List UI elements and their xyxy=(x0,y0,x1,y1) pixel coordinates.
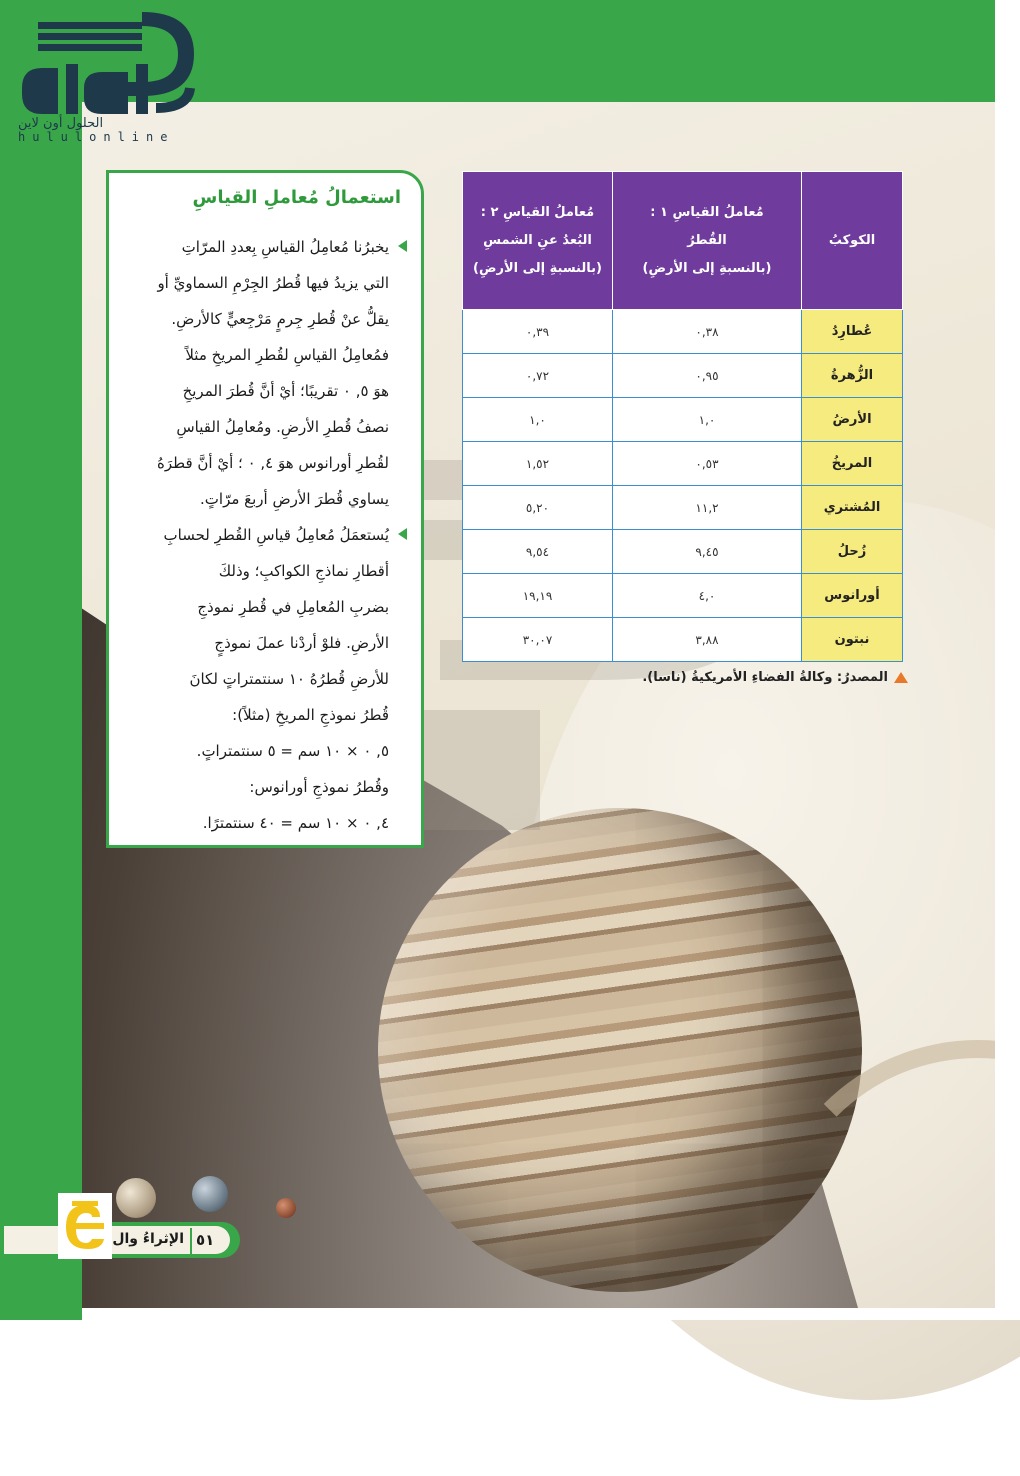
bullet-icon xyxy=(398,528,407,540)
text-line: للأرضِ قُطرُهُ ١٠ سنتمتراتٍ لكانَ xyxy=(189,670,389,688)
header-scale-distance xyxy=(463,172,613,310)
small-planet-2 xyxy=(192,1176,228,1212)
cell-diameter: ٠,٥٣ xyxy=(613,442,802,486)
page-number: ٥١ xyxy=(196,1231,215,1249)
logo-arabic-text: الحلول أون لاين xyxy=(18,116,104,131)
cell-distance: ٠,٧٢ xyxy=(463,354,613,398)
cell-planet: عُطارِدُ xyxy=(802,310,903,354)
text-line: ٥, ٠ × ١٠ سم = ٥ سنتمتراتٍ. xyxy=(196,742,389,760)
cell-planet: المريخُ xyxy=(802,442,903,486)
source-text: المصدرُ: وكالةُ الفضاءِ الأمريكيةُ (ناسا). xyxy=(642,670,888,685)
text-line: يخبرُنا مُعامِلُ القياسِ بِعددِ المرّاتِ xyxy=(181,238,389,256)
text-line: هوَ ٥, ٠ تقريبًا؛ أيْ أنَّ قُطرَ المريخِ xyxy=(182,382,389,400)
header-scale-diameter xyxy=(613,172,802,310)
table-row xyxy=(463,486,903,530)
table-row xyxy=(463,398,903,442)
small-planet-1 xyxy=(116,1178,156,1218)
table-row xyxy=(463,442,903,486)
header-line: (بالنسبةِ إلى الأرضِ) xyxy=(642,260,772,276)
text-line: فمُعامِلُ القياسِ لقُطرِ المريخِ مثلاً xyxy=(185,346,389,364)
triangle-icon xyxy=(894,672,908,683)
text-line: أقطارِ نماذجِ الكواكبِ؛ وذلكَ xyxy=(218,562,389,580)
text-line: قُطرُ نموذجِ المريخِ (مثلاً): xyxy=(232,706,389,724)
header-line: (بالنسبةِ إلى الأرضِ) xyxy=(473,260,602,276)
cell-distance: ١٩,١٩ xyxy=(463,574,613,618)
text-line: بضربِ المُعامِلِ في قُطرِ نموذجِ xyxy=(197,598,389,616)
right-margin xyxy=(995,0,1020,1320)
info-sidebox xyxy=(106,170,424,848)
cell-distance: ٠,٣٩ xyxy=(463,310,613,354)
cell-diameter: ٤,٠ xyxy=(613,574,802,618)
text-line: يساوي قُطرَ الأرضِ أربعَ مرّاتٍ. xyxy=(200,490,389,508)
footer-logo xyxy=(58,1193,112,1259)
cell-planet: زُحلُ xyxy=(802,530,903,574)
footer-section-label: الإثراءُ وال xyxy=(112,1231,184,1247)
text-line: نصفُ قُطرِ الأرضِ. ومُعامِلُ القياسِ xyxy=(176,418,389,436)
sidebox-title: استعمالُ مُعاملِ القياسِ xyxy=(192,187,401,208)
table-row xyxy=(463,310,903,354)
planets-scale-table xyxy=(462,171,903,662)
cell-planet: نبتون xyxy=(802,618,903,662)
table-header-row xyxy=(463,172,903,310)
text-line: يُستعمَلُ مُعامِلُ قياسِ القُطرِ لحسابِ xyxy=(163,526,389,544)
header-line: مُعاملُ القياسِ ٢ : xyxy=(480,204,595,220)
cell-distance: ٥,٢٠ xyxy=(463,486,613,530)
cell-distance: ١,٥٢ xyxy=(463,442,613,486)
paragraph-1 xyxy=(123,229,407,517)
table-row xyxy=(463,618,903,662)
cell-planet: الزُّهرةُ xyxy=(802,354,903,398)
text-line: لقُطرِ أورانوس هوَ ٤, ٠ ؛ أيْ أنَّ قطرَهُ xyxy=(157,454,389,472)
text-line: ٤, ٠ × ١٠ سم = ٤٠ سنتمترًا. xyxy=(202,814,389,832)
text-line: الأرضِ. فلوْ أردْنا عملَ نموذجٍ xyxy=(214,634,389,652)
cell-diameter: ١,٠ xyxy=(613,398,802,442)
bottom-margin xyxy=(82,1308,995,1320)
header-line: القُطرُ xyxy=(687,232,727,248)
cell-diameter: ١١,٢ xyxy=(613,486,802,530)
bullet-icon xyxy=(398,240,407,252)
table-row xyxy=(463,574,903,618)
cell-distance: ٣٠,٠٧ xyxy=(463,618,613,662)
table-row xyxy=(463,530,903,574)
small-planet-3 xyxy=(276,1198,296,1218)
cell-planet: الأرضُ xyxy=(802,398,903,442)
table-source xyxy=(642,670,908,685)
paragraph-2 xyxy=(123,517,407,841)
cell-distance: ١,٠ xyxy=(463,398,613,442)
header-line: مُعاملُ القياسِ ١ : xyxy=(650,204,764,220)
sidebox-body xyxy=(123,229,407,841)
header-line: البُعدُ عنِ الشمسِ xyxy=(483,232,592,248)
cell-diameter: ٣,٨٨ xyxy=(613,618,802,662)
text-line: يقلُّ عنْ قُطرِ جِرمٍ مَرْجِعيٍّ كالأرضِ. xyxy=(171,310,389,328)
table-row xyxy=(463,354,903,398)
cell-diameter: ٠,٣٨ xyxy=(613,310,802,354)
header-planet: الكوكبُ xyxy=(802,172,903,310)
cell-planet: المُشتري xyxy=(802,486,903,530)
cell-planet: أورانوس xyxy=(802,574,903,618)
footer-logo-icon xyxy=(58,1193,112,1259)
cell-distance: ٩,٥٤ xyxy=(463,530,613,574)
left-green-band xyxy=(0,0,82,1320)
logo-english-text: hululonline xyxy=(18,130,175,144)
cell-diameter: ٠,٩٥ xyxy=(613,354,802,398)
text-line: وقُطرُ نموذجِ أورانوس: xyxy=(249,778,389,796)
cell-diameter: ٩,٤٥ xyxy=(613,530,802,574)
text-line: التي يزيدُ فيها قُطرُ الجِرْمِ السماويِّ أو xyxy=(157,274,389,292)
footer-divider xyxy=(190,1228,192,1254)
